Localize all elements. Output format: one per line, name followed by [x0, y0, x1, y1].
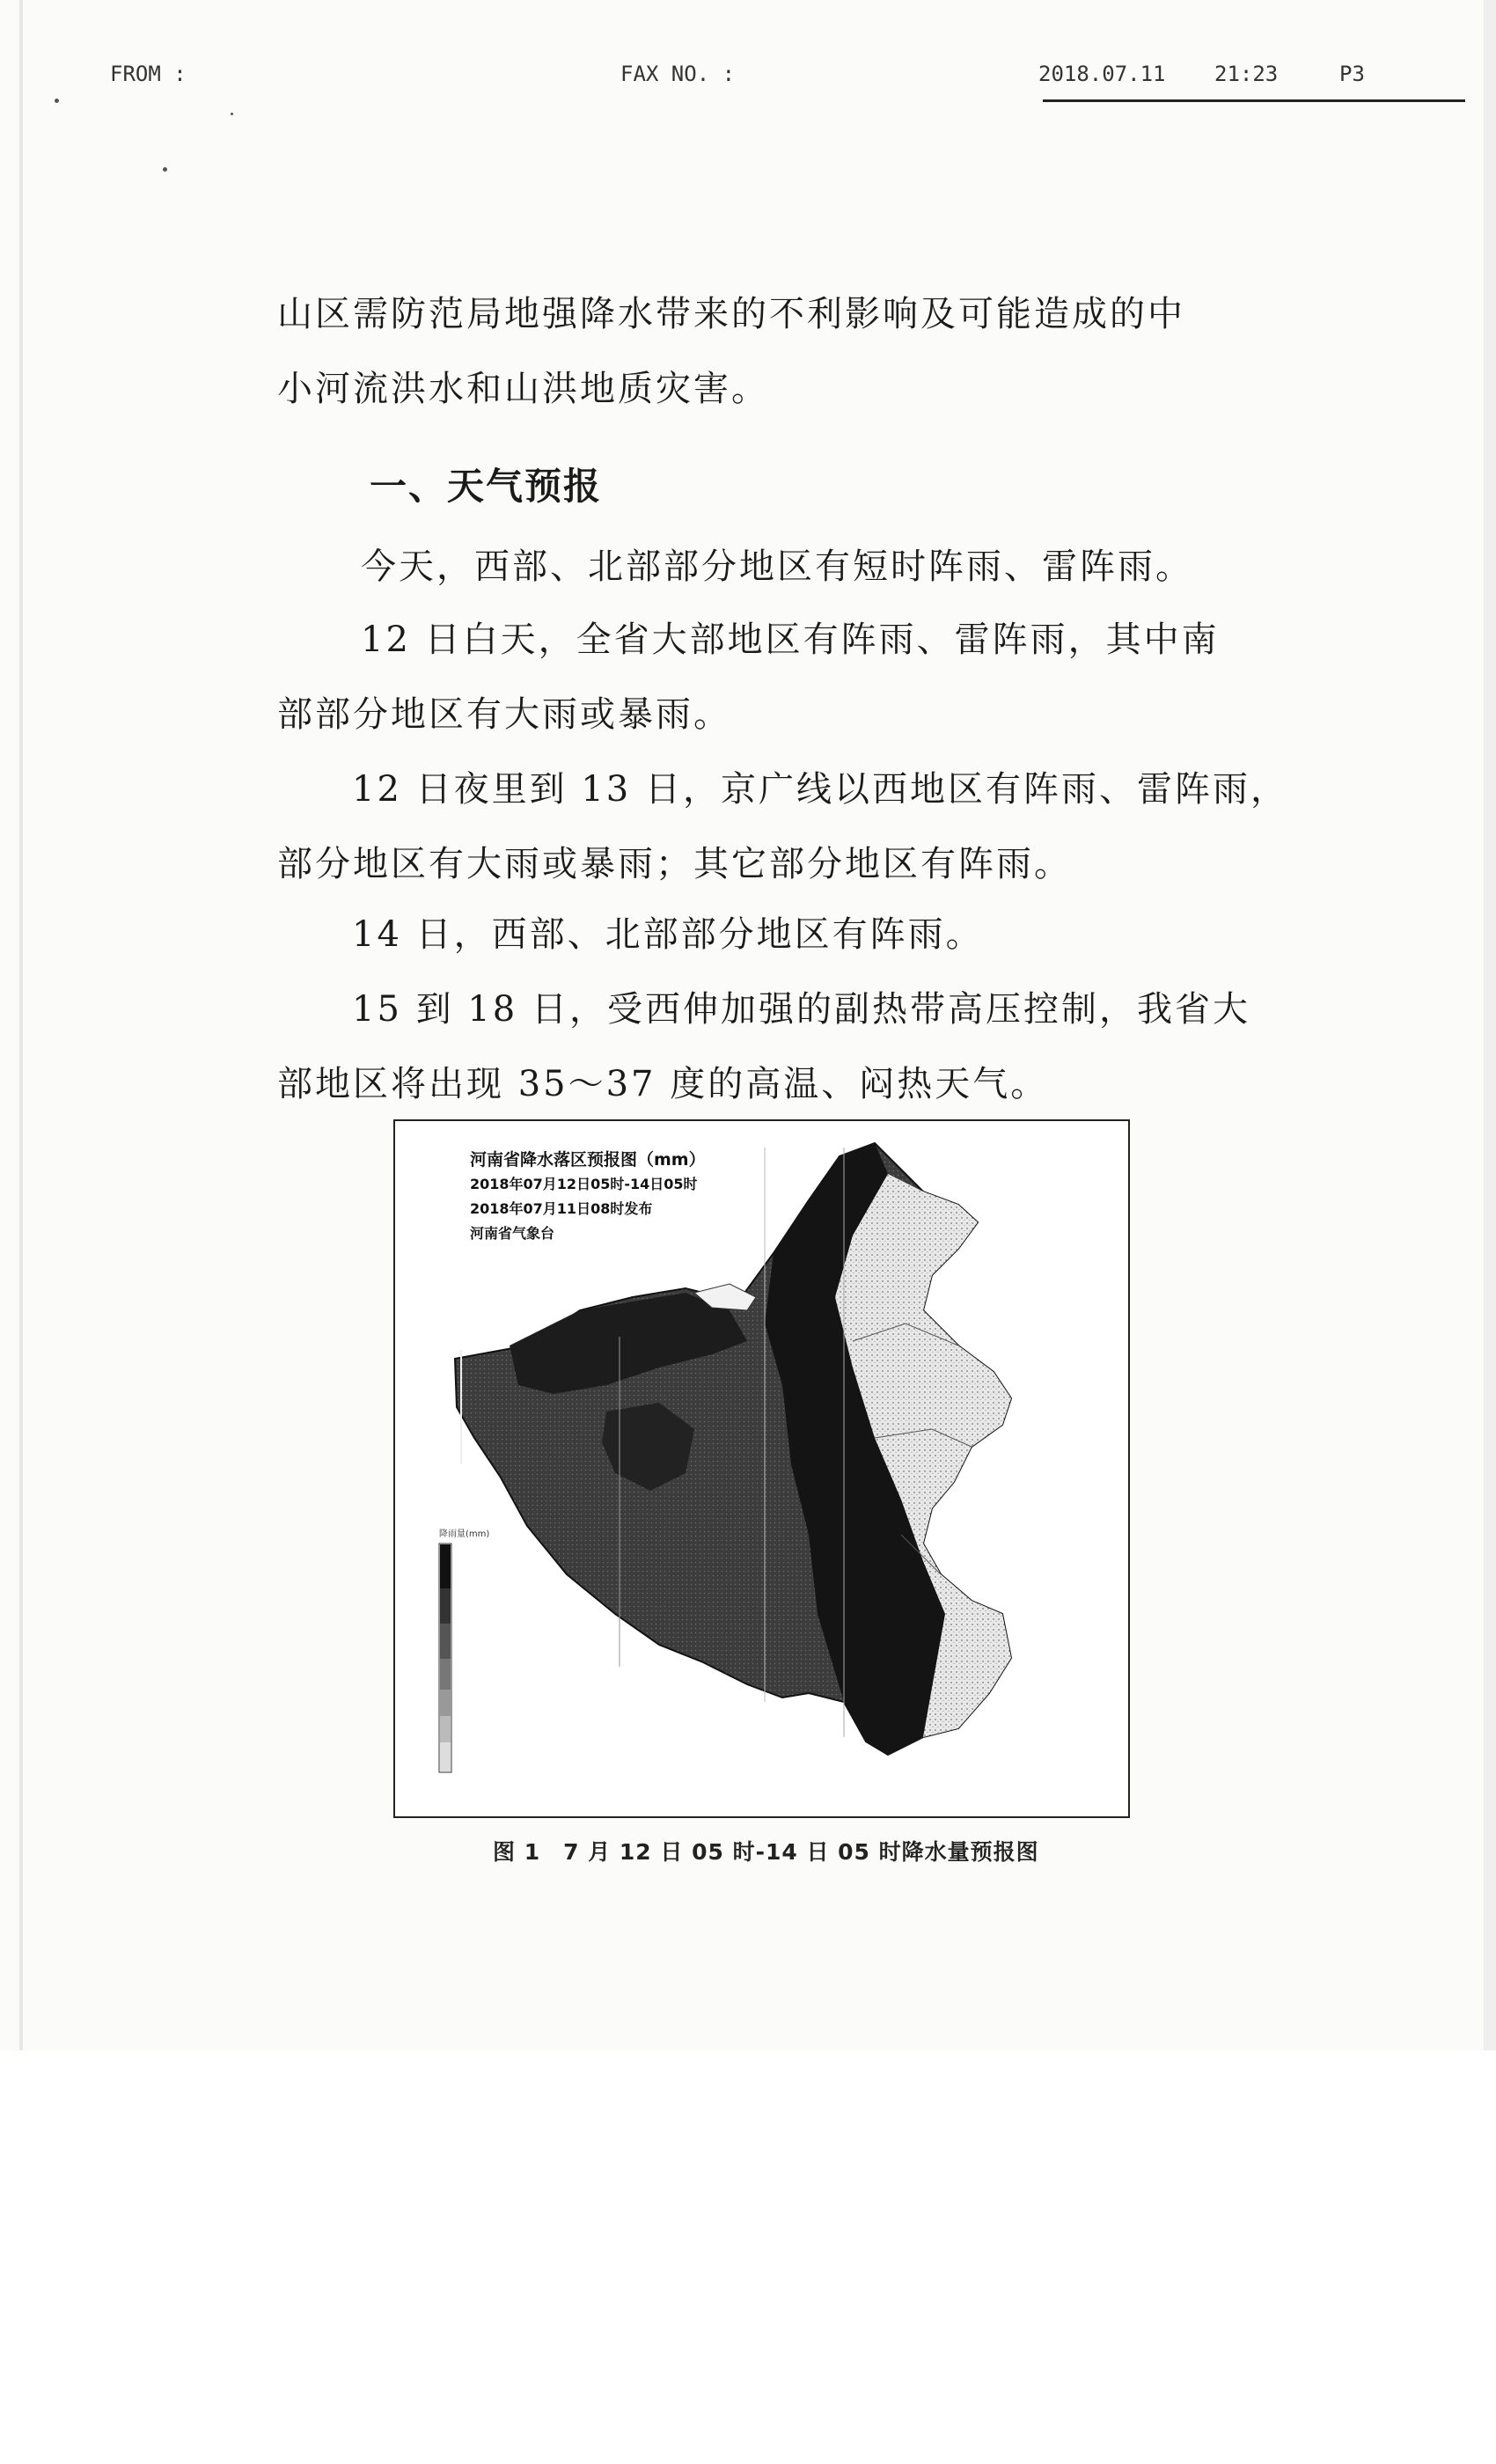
scan-speck [231, 113, 233, 115]
legend-title: 降雨量(mm) [439, 1529, 490, 1539]
forecast-14 [277, 898, 1245, 972]
map-issued: 2018年07月11日08时发布 [470, 1200, 653, 1217]
map-title: 河南省降水落区预报图（mm） [470, 1150, 706, 1170]
forecast-15-18 [277, 972, 1250, 1122]
fax-date: 2018.07.11 [1038, 62, 1166, 86]
intro-line: 小河流洪水和山洪地质灾害。 [277, 369, 769, 409]
paragraph-line: 12 日夜里到 13 日，京广线以西地区有阵雨、雷阵雨， [352, 769, 1288, 810]
paragraph-line: 部分地区有大雨或暴雨；其它部分地区有阵雨。 [277, 844, 1072, 884]
scan-speck [163, 167, 167, 172]
precipitation-map [393, 1119, 1130, 1818]
paragraph-line: 15 到 18 日，受西伸加强的副热带高压控制，我省大 [352, 989, 1250, 1030]
paragraph-line: 12 日白天，全省大部地区有阵雨、雷阵雨，其中南 [361, 620, 1220, 660]
intro-paragraph [277, 277, 1245, 427]
forecast-12-day [277, 603, 1245, 752]
paragraph-line: 14 日，西部、北部部分地区有阵雨。 [352, 914, 984, 955]
scan-edge-left [19, 0, 23, 2050]
section-heading: 一、天气预报 [370, 465, 603, 508]
scan-speck [55, 99, 59, 103]
fax-time: 21:23 [1214, 62, 1279, 86]
map-agency: 河南省气象台 [470, 1225, 555, 1242]
forecast-today [277, 530, 1245, 605]
forecast-12-night [277, 752, 1288, 902]
fax-header-rule [1043, 99, 1465, 102]
fax-number: FAX NO. : [620, 62, 736, 86]
map-period: 2018年07月12日05时-14日05时 [470, 1176, 698, 1192]
figure-caption: 图 1 7 月 12 日 05 时-14 日 05 时降水量预报图 [493, 1839, 1039, 1865]
paragraph-line: 今天，西部、北部部分地区有短时阵雨、雷阵雨。 [361, 546, 1193, 587]
scan-edge-right [1484, 0, 1496, 2050]
intro-line: 山区需防范局地强降水带来的不利影响及可能造成的中 [277, 294, 1185, 334]
paragraph-line: 部部分地区有大雨或暴雨。 [277, 694, 731, 735]
fax-from: FROM : [110, 62, 187, 86]
paragraph-line: 部地区将出现 35～37 度的高温、闷热天气。 [277, 1064, 1049, 1104]
fax-page: P3 [1339, 62, 1365, 86]
map-title-block [470, 1148, 706, 1246]
